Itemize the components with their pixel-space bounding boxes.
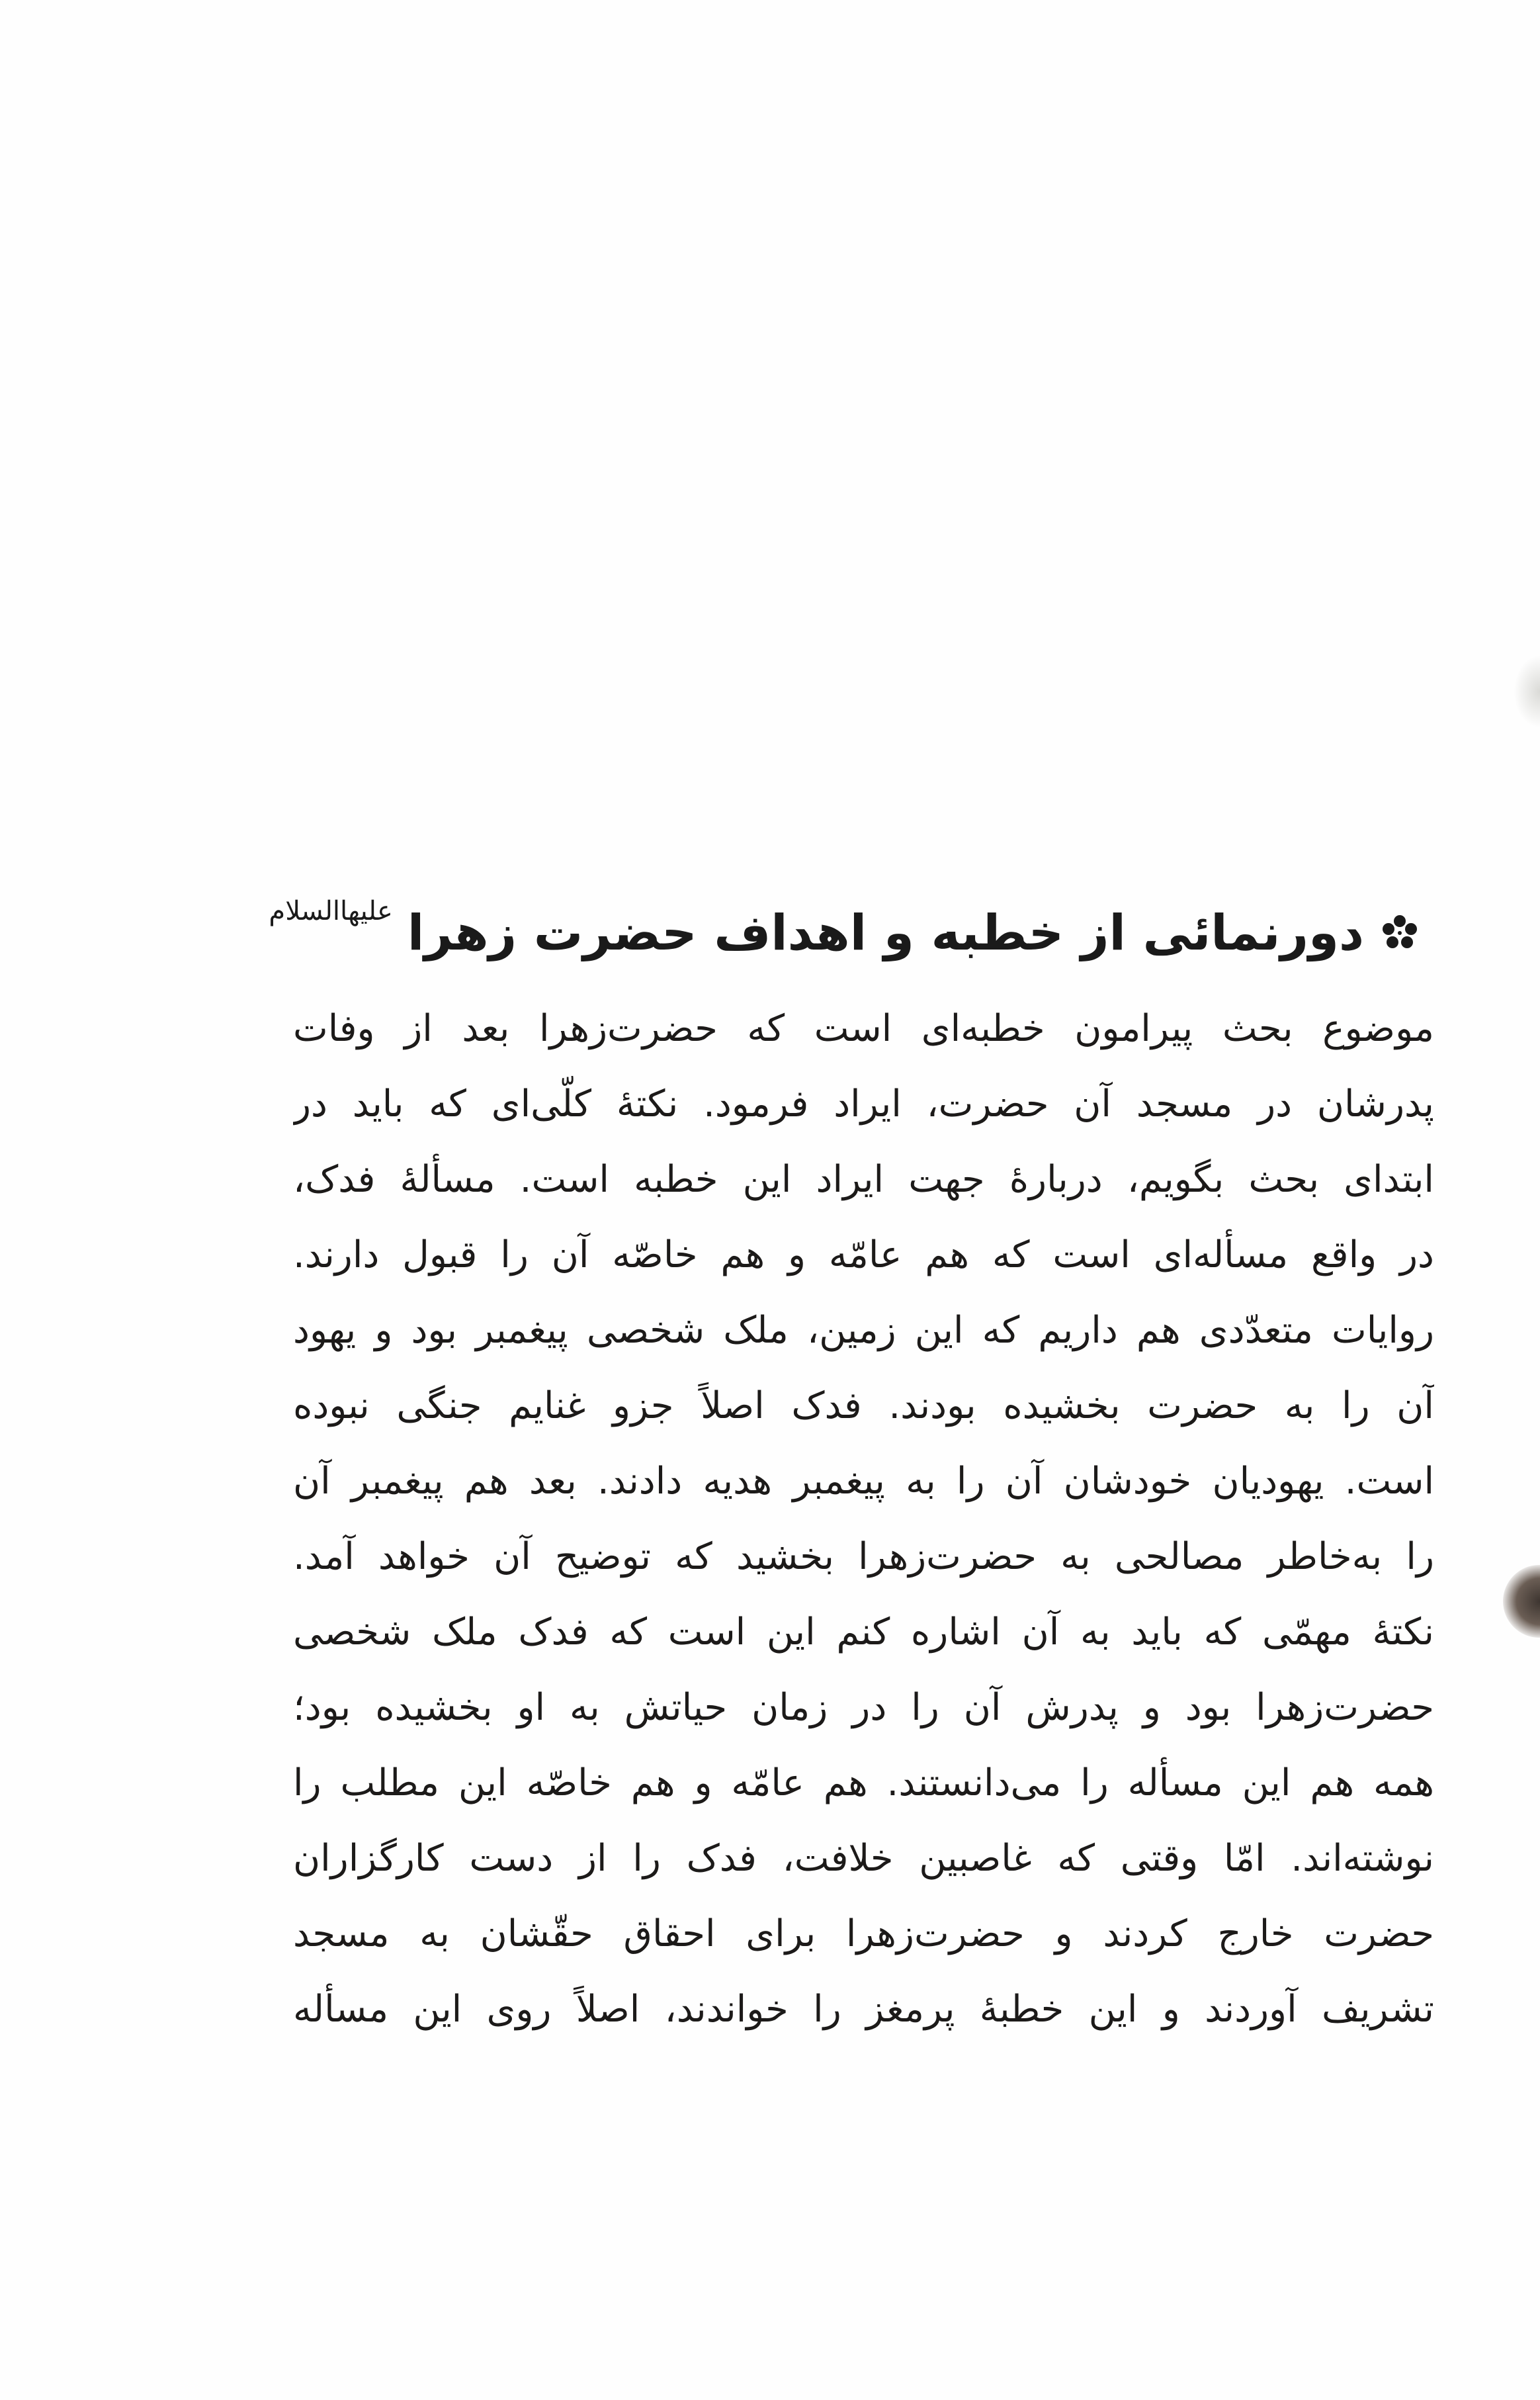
text-line: آن را به حضرت بخشیده بودند. فدک اصلاً جزو غنایم جنگی نبوده xyxy=(293,1384,1434,1427)
text-line: است. یهودیان خودشان آن را به پیغمبر هدیه دادند. بعد هم پیغمبر آن xyxy=(293,1460,1434,1503)
text-line: تشریف آوردند و این خطبهٔ پرمغز را خواندند، اصلاً روی این مسأله xyxy=(293,1988,1434,2031)
text-line: حضرت‌زهرا بود و پدرش آن را در زمان حیاتش به او بخشیده بود؛ xyxy=(293,1686,1434,1729)
text-line: نوشته‌اند. امّا وقتی که غاصبین خلافت، فدک را از دست کارگزاران xyxy=(293,1837,1434,1880)
text-line: موضوع بحث پیرامون خطبه‌ای است که حضرت‌زهرا بعد از وفات xyxy=(293,1007,1434,1050)
text-line: نکتهٔ مهمّی که باید به آن اشاره کنم این است که فدک ملک شخصی xyxy=(293,1611,1434,1654)
text-line: همه هم این مسأله را می‌دانستند. هم عامّه و هم خاصّه این مطلب را xyxy=(293,1761,1434,1804)
section-heading xyxy=(230,893,1421,973)
text-line: حضرت خارج کردند و حضرت‌زهرا برای احقاق حقّشان به مسجد xyxy=(293,1912,1434,1955)
flower-icon xyxy=(1379,912,1421,954)
body-paragraph xyxy=(293,991,1434,2047)
text-line: را به‌خاطر مصالحی به حضرت‌زهرا بخشید که توضیح آن خواهد آمد. xyxy=(293,1535,1434,1578)
honorific-mark: علیهاالسلام xyxy=(269,896,393,926)
text-line: پدرشان در مسجد آن حضرت، ایراد فرمود. نکتهٔ کلّی‌ای که باید در xyxy=(293,1083,1434,1126)
text-line: ابتدای بحث بگویم، دربارهٔ جهت ایراد این خطبه است. مسألهٔ فدک، xyxy=(293,1158,1434,1201)
scan-edge-mark xyxy=(1514,655,1540,728)
text-line: روایات متعدّدی هم داریم که این زمین، ملک شخصی پیغمبر بود و یهود xyxy=(293,1309,1434,1352)
scan-edge-mark xyxy=(1503,1565,1540,1638)
text-line: در واقع مسأله‌ای است که هم عامّه و هم خاصّه آن را قبول دارند. xyxy=(293,1233,1434,1276)
heading-title: دورنمائی از خطبه و اهداف حضرت زهرا xyxy=(407,905,1364,961)
